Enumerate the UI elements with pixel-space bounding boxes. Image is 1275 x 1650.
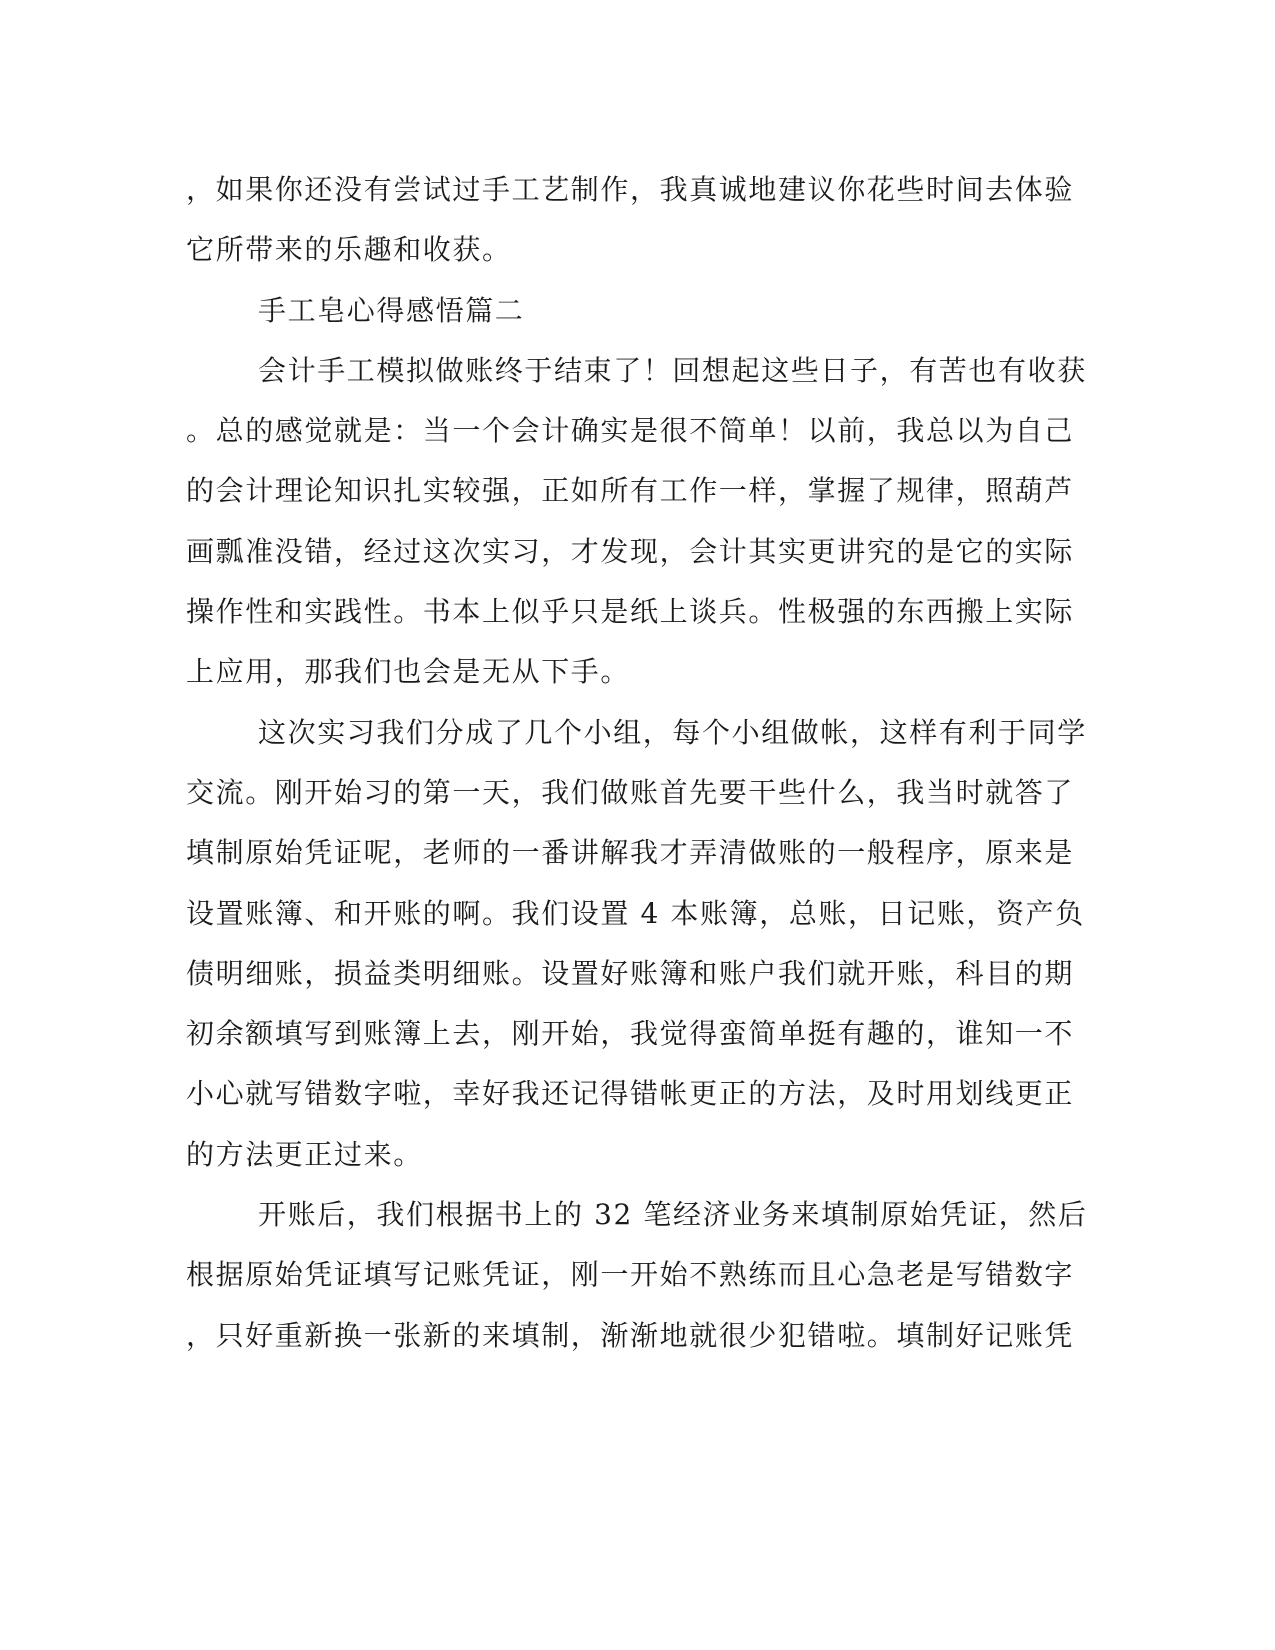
text-line-18: 开账后，我们根据书上的 32 笔经济业务来填制原始凭证，然后 bbox=[258, 1198, 1088, 1232]
section-heading: 手工皂心得感悟篇二 bbox=[258, 293, 525, 327]
text-line-6: 的会计理论知识扎实较强，正如所有工作一样，掌握了规律，照葫芦 bbox=[186, 474, 1075, 508]
text-line-1: ，如果你还没有尝试过手工艺制作，我真诚地建议你花些时间去体验 bbox=[186, 173, 1075, 206]
text-line-20: ，只好重新换一张新的来填制，渐渐地就很少犯错啦。填制好记账凭 bbox=[186, 1318, 1075, 1352]
text-line-17: 的方法更正过来。 bbox=[186, 1137, 423, 1171]
text-line-19: 根据原始凭证填写记账凭证，刚一开始不熟练而且心急老是写错数字 bbox=[186, 1258, 1075, 1292]
text-line-10: 这次实习我们分成了几个小组，每个小组做帐，这样有利于同学 bbox=[258, 715, 1087, 749]
text-line-4: 会计手工模拟做账终于结束了！回想起这些日子，有苦也有收获 bbox=[258, 353, 1087, 387]
text-line-11: 交流。刚开始习的第一天，我们做账首先要干些什么，我当时就答了 bbox=[186, 775, 1075, 809]
text-line-12: 填制原始凭证呢，老师的一番讲解我才弄清做账的一般程序，原来是 bbox=[186, 836, 1075, 870]
text-line-15: 初余额填写到账簿上去，刚开始，我觉得蛮简单挺有趣的，谁知一不 bbox=[186, 1017, 1075, 1051]
text-line-9: 上应用，那我们也会是无从下手。 bbox=[186, 655, 631, 689]
text-line-13: 设置账簿、和开账的啊。我们设置 4 本账簿，总账，日记账，资产负 bbox=[186, 896, 1085, 930]
text-line-8: 操作性和实践性。书本上似乎只是纸上谈兵。性极强的东西搬上实际 bbox=[186, 595, 1075, 629]
text-line-14: 债明细账，损益类明细账。设置好账簿和账户我们就开账，科目的期 bbox=[186, 956, 1075, 990]
text-line-5: 。总的感觉就是：当一个会计确实是很不简单！以前，我总以为自己 bbox=[186, 414, 1075, 448]
text-line-7: 画瓢准没错，经过这次实习，才发现，会计其实更讲究的是它的实际 bbox=[186, 534, 1075, 568]
text-line-16: 小心就写错数字啦，幸好我还记得错帐更正的方法，及时用划线更正 bbox=[186, 1077, 1075, 1111]
text-line-2: 它所带来的乐趣和收获。 bbox=[186, 233, 512, 267]
document-body bbox=[186, 160, 1088, 1366]
